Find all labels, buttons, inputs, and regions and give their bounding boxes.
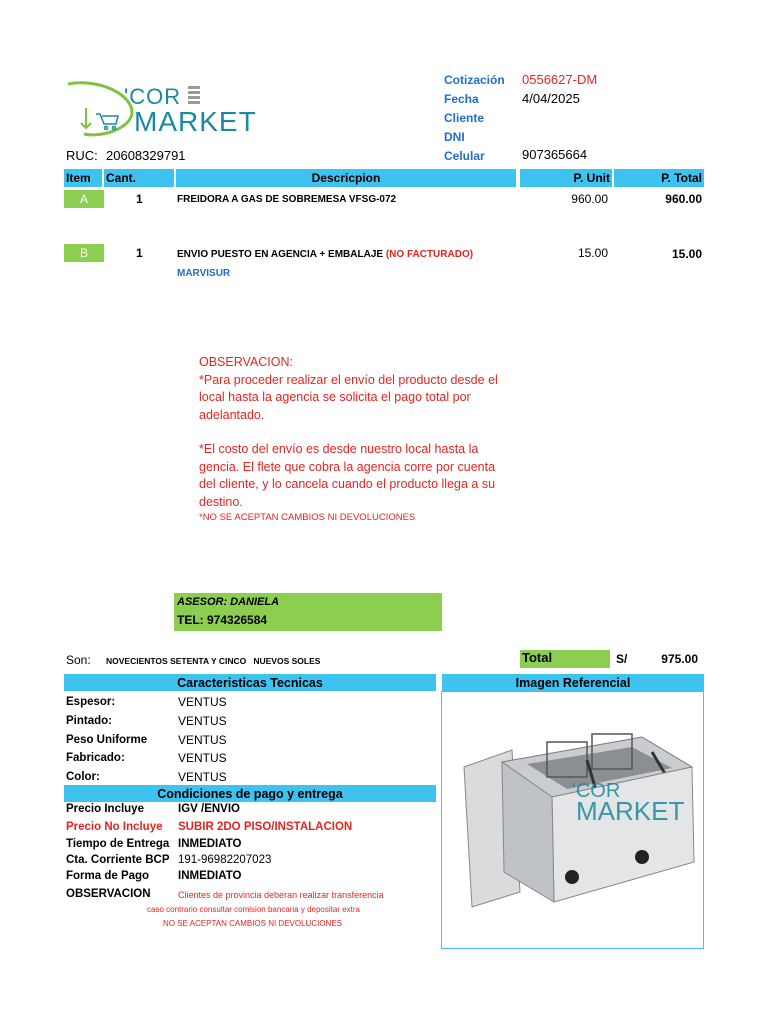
caract-value: VENTUS: [178, 733, 227, 747]
row-b-unit: 15.00: [577, 246, 608, 260]
th-desc: Descricpion: [176, 169, 516, 187]
asesor-tel: TEL: 974326584: [177, 613, 268, 627]
row-b-item: B: [64, 244, 104, 262]
th-total: P. Total: [614, 169, 704, 187]
ruc-label: RUC:: [66, 148, 98, 163]
observacion-p2: *El costo del envío es desde nuestro local hasta la gencia. El flete que cobra la agencia corre por cuenta del cliente, y lo cancela cuando el producto llega a su destino.: [199, 442, 496, 509]
row-b-sub: MARVISUR: [177, 268, 231, 279]
caract-value: VENTUS: [178, 751, 227, 765]
cond-label: Tiempo de Entrega: [66, 838, 170, 850]
son-value: NOVECIENTOS SETENTA Y CINCO NUEVOS SOLES: [106, 656, 321, 666]
caracteristicas-title: Caracteristicas Tecnicas: [64, 674, 436, 691]
row-b-cant: 1: [136, 246, 143, 260]
row-b-total: 15.00: [671, 247, 702, 261]
th-cant: Cant.: [104, 169, 174, 187]
svg-text:MARKET: MARKET: [576, 796, 685, 826]
observacion-p1: *Para proceder realizar el envío del producto desde el local hasta la agencia se solicita el pago total por adelantado.: [199, 372, 498, 422]
caract-value: VENTUS: [178, 714, 227, 728]
fryer-image: [442, 692, 703, 948]
svg-text:'COR: 'COR: [572, 780, 621, 802]
cond-value: INMEDIATO: [178, 870, 242, 882]
row-a-total: 960.00: [665, 192, 702, 206]
row-a-unit: 960.00: [571, 192, 608, 206]
caract-label: Espesor:: [66, 696, 116, 708]
row-b-desc: ENVIO PUESTO EN AGENCIA + EMBALAJE (NO FACTURADO): [177, 249, 474, 260]
cond-label: Forma de Pago: [66, 870, 150, 882]
brand-cor: 'COR: [124, 84, 182, 109]
brand-market: MARKET: [134, 106, 257, 137]
row-a-item: A: [64, 190, 104, 208]
cond-obs-line1: Clientes de provincia deberan realizar transferencia: [178, 890, 384, 900]
observacion-title: OBSERVACION:: [199, 355, 294, 369]
son-label: Son:: [66, 653, 91, 667]
cond-value: SUBIR 2DO PISO/INSTALACION: [178, 821, 353, 833]
cond-label: Precio No Incluye: [66, 821, 163, 833]
total-label: Total: [520, 650, 610, 668]
cond-label: OBSERVACION: [66, 888, 151, 900]
caract-label: Peso Uniforme: [66, 734, 148, 746]
caract-value: VENTUS: [178, 695, 227, 709]
cond-obs-line2: caso contrario consultar comision bancaria y depositar extra: [147, 905, 360, 914]
cotizacion-value: 0556627-DM: [522, 72, 598, 87]
celular-label: Celular: [444, 149, 485, 163]
cond-value: 191-96982207023: [178, 854, 272, 866]
ruc-value: 20608329791: [106, 148, 186, 163]
cond-obs-line3: NO SE ACEPTAN CAMBIOS NI DEVOLUCIONES: [163, 919, 342, 928]
cond-value: INMEDIATO: [178, 838, 242, 850]
imagen-title: Imagen Referencial: [442, 674, 704, 691]
caract-label: Fabricado:: [66, 752, 125, 764]
asesor-name: ASESOR: DANIELA: [177, 596, 280, 608]
fecha-label: Fecha: [444, 92, 479, 106]
cotizacion-label: Cotización: [444, 73, 505, 87]
th-item: Item: [64, 169, 102, 187]
row-a-cant: 1: [136, 192, 143, 206]
celular-value: 907365664: [522, 147, 588, 162]
cond-label: Precio Incluye: [66, 803, 144, 815]
asesor-box: [174, 593, 442, 631]
caract-label: Pintado:: [66, 715, 112, 727]
cond-value: IGV /ENVIO: [178, 803, 240, 815]
product-image-frame: [441, 691, 704, 949]
fecha-value: 4/04/2025: [522, 91, 580, 106]
row-a-desc: FREIDORA A GAS DE SOBREMESA VFSG-072: [177, 194, 397, 205]
total-value: 975.00: [661, 652, 698, 666]
observacion-block: [199, 354, 499, 524]
caract-label: Color:: [66, 771, 100, 783]
th-unit: P. Unit: [520, 169, 612, 187]
condiciones-title: Condiciones de pago y entrega: [64, 785, 436, 802]
dni-label: DNI: [444, 130, 465, 144]
cliente-label: Cliente: [444, 111, 485, 125]
total-currency: S/: [616, 652, 628, 666]
observacion-note: *NO SE ACEPTAN CAMBIOS NI DEVOLUCIONES: [199, 512, 416, 523]
cond-label: Cta. Corriente BCP: [66, 854, 170, 866]
caract-value: VENTUS: [178, 770, 227, 784]
